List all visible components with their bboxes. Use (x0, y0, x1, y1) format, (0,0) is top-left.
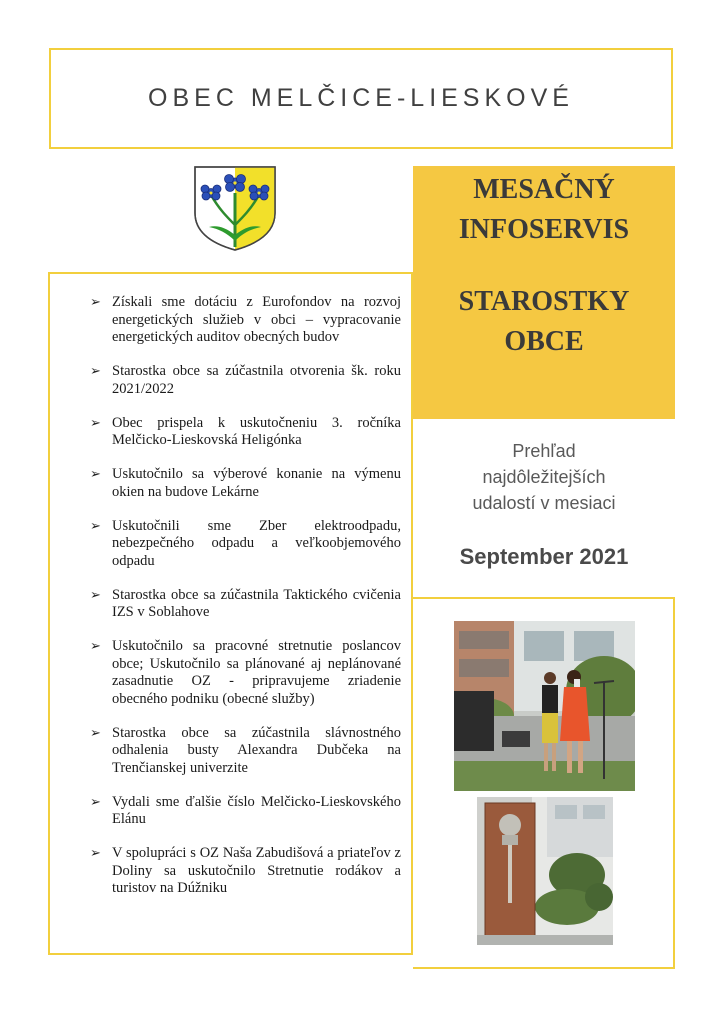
banner-subtitle-line2: OBCE (504, 326, 584, 357)
list-item (90, 845, 401, 898)
list-item-text: Starostka obce sa zúčastnila otvorenia šk. roku 2021/2022 (112, 363, 401, 397)
list-item (90, 415, 401, 450)
list-item-text: V spolupráci s OZ Naša Zabudišová a priateľov z Doliny sa uskutočnilo Stretnutie rodákov a turistov na Dúžniku (112, 845, 401, 896)
banner-subtitle-line1: STAROSTKY (458, 286, 630, 317)
list-item-text: Uskutočnili sme Zber elektroodpadu, nebezpečného odpadu a veľkoobjemového odpadu (112, 517, 401, 569)
event-photo-school-opening (454, 621, 635, 791)
arrow-bullet-icon: ➢ (90, 639, 101, 654)
banner-title-line2: INFOSERVIS (458, 214, 630, 245)
list-item-text: Starostka obce sa zúčastnila Taktického cvičenia IZS v Soblahove (112, 586, 401, 620)
list-item (90, 363, 401, 398)
list-item-text: Uskutočnilo sa pracovné stretnutie poslancov obce; Uskutočnilo sa plánované aj neplánované zasadnutie OZ - pripravujeme zriadenie obecného podniku (obecné služby) (112, 638, 401, 707)
description-line3: udalostí v mesiaci (472, 493, 616, 513)
list-item-text: Uskutočnilo sa výberové konanie na výmenu okien na budove Lekárne (112, 466, 401, 500)
banner-title-line1: MESAČNÝ (473, 174, 615, 205)
arrow-bullet-icon: ➢ (90, 846, 101, 861)
description-line1: Prehľad (512, 441, 576, 461)
list-item-text: Získali sme dotáciu z Eurofondov na rozvoj energetických služieb v obci – vypracovanie energetických auditov obecných budov (112, 294, 401, 345)
header-box (49, 48, 673, 149)
overview-description (413, 438, 675, 516)
description-line2: najdôležitejších (482, 467, 606, 487)
infoservis-banner (413, 166, 675, 419)
list-item-text: Vydali sme ďalšie číslo Melčicko-Lieskovského Elánu (112, 793, 401, 827)
arrow-bullet-icon: ➢ (90, 587, 101, 603)
list-item (90, 725, 401, 778)
list-item (90, 518, 401, 571)
events-list (50, 274, 411, 898)
arrow-bullet-icon: ➢ (90, 415, 101, 431)
coat-of-arms-crest (191, 165, 279, 251)
list-item (90, 794, 401, 829)
list-item (90, 587, 401, 622)
arrow-bullet-icon: ➢ (90, 364, 101, 379)
month-heading: September 2021 (459, 544, 629, 569)
arrow-bullet-icon: ➢ (90, 295, 101, 310)
municipality-title: OBEC MELČICE-LIESKOVÉ (148, 84, 574, 112)
arrow-bullet-icon: ➢ (90, 794, 101, 810)
list-item-text: Starostka obce sa zúčastnila slávnostného odhalenia busty Alexandra Dubčeka na Trenčianskej univerzite (112, 724, 401, 776)
list-item (90, 294, 401, 347)
list-item (90, 638, 401, 708)
arrow-bullet-icon: ➢ (90, 725, 101, 741)
list-item-text: Obec prispela k uskutočneniu 3. ročníka Melčicko-Lieskovská Heligónka (112, 414, 401, 448)
arrow-bullet-icon: ➢ (90, 518, 101, 534)
list-item (90, 466, 401, 501)
events-list-box (48, 272, 413, 955)
arrow-bullet-icon: ➢ (90, 467, 101, 482)
event-photo-dubcek-bust (477, 797, 613, 945)
